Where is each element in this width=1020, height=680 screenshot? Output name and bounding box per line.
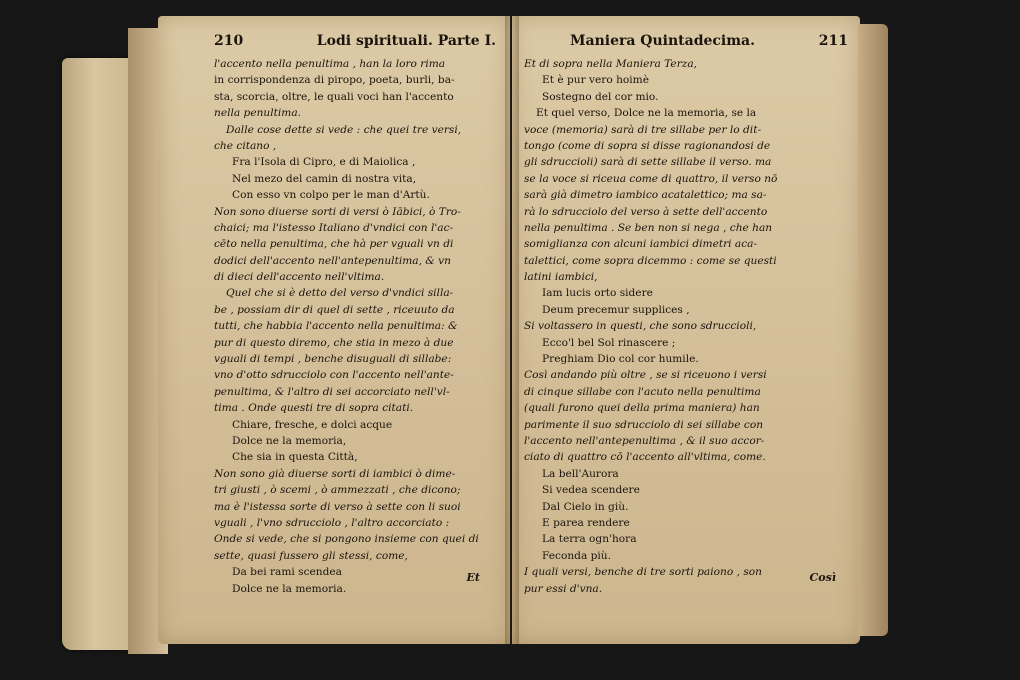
text-line: l'accento nell'antepenultima , & il suo accor- xyxy=(524,434,765,447)
page-number: 211 xyxy=(818,33,848,49)
left-page-text xyxy=(214,56,479,597)
text-line: nella penultima . Se ben non si nega , che han xyxy=(524,221,773,234)
text-line: l'accento nella penultima , han la loro rima xyxy=(214,58,446,70)
running-head: Lodi spirituali. Parte I. xyxy=(316,33,496,49)
text-line: Così andando più oltre , se si riceuono i versi xyxy=(524,369,767,382)
text-line: Et di sopra nella Maniera Terza, xyxy=(524,58,698,70)
text-line: pur di questo diremo, che stia in mezo à due xyxy=(214,336,454,349)
left-page xyxy=(158,16,510,644)
text-line: sarà già dimetro iambico acatalettico; ma sa- xyxy=(524,189,767,202)
verse-line: E parea rendere xyxy=(542,516,630,529)
text-line: voce (memoria) sarà di tre sillabe per lo dit- xyxy=(524,123,762,136)
text-line: se la voce si riceua come di quattro, il verso nō xyxy=(524,172,778,185)
page-number: 210 xyxy=(214,33,244,49)
verse-line: Nel mezo del camin di nostra vita, xyxy=(232,172,417,185)
text-line: Quel che si è detto del verso d'vndici silla- xyxy=(226,287,454,300)
text-line: sette, quasi fussero gli stessi, come, xyxy=(214,549,408,562)
text-line: tongo (come di sopra si disse ragionandosi de xyxy=(524,139,771,152)
left-page-header xyxy=(214,30,496,52)
text-line: be , possiam dir di quel di sette , riceuuto da xyxy=(214,303,455,316)
text-line: Non sono già diuerse sorti di iambici ò dime- xyxy=(214,467,456,480)
text-line: Et quel verso, Dolce ne la memoria, se la xyxy=(536,107,757,120)
right-page-text xyxy=(524,56,777,597)
verse-line: Preghiam Dio col cor humile. xyxy=(542,353,699,366)
right-page-header xyxy=(570,30,848,52)
text-line: latini iambici, xyxy=(524,271,598,284)
text-line: sta, scorcia, oltre, le quali voci han l'accento xyxy=(214,90,454,103)
verse-line: Iam lucis orto sidere xyxy=(542,287,653,300)
text-line: Onde si vede, che si pongono insieme con quei di xyxy=(214,533,479,546)
text-line: tutti, che habbia l'accento nella penultima: & xyxy=(214,320,458,333)
text-line: pur essi d'vna. xyxy=(524,582,603,595)
text-line: Non sono diuerse sorti di versi ò Iābici, ò Tro- xyxy=(214,205,461,218)
catchword: Così xyxy=(809,571,836,584)
verse-line: Da bei rami scendea xyxy=(232,566,342,579)
right-page-edges xyxy=(858,24,888,636)
verse-line: La terra ogn'hora xyxy=(542,533,637,546)
verse-line: Sostegno del cor mio. xyxy=(542,90,659,103)
verse-line: Con esso vn colpo per le man d'Artù. xyxy=(232,189,430,202)
text-line: rà lo sdrucciolo del verso à sette dell'accento xyxy=(524,205,768,218)
text-line: tri giusti , ò scemi , ò ammezzati , che dicono; xyxy=(214,484,461,497)
text-line: tima . Onde questi tre di sopra citati. xyxy=(214,402,414,415)
text-line: Si voltassero in questi, che sono sdruccioli, xyxy=(524,320,757,333)
verse-line: Deum precemur supplices , xyxy=(542,303,690,316)
text-line: di dieci dell'accento nell'vltima. xyxy=(214,271,385,284)
running-head: Maniera Quintadecima. xyxy=(570,33,756,49)
text-line: vguali di tempi , benche disuguali di sillabe: xyxy=(214,353,452,366)
verse-line: Che sia in questa Città, xyxy=(232,451,358,464)
text-line: dodici dell'accento nell'antepenultima, & vn xyxy=(214,254,451,267)
text-line: che citano , xyxy=(214,139,277,152)
verse-line: Dolce ne la memoria. xyxy=(232,582,347,595)
text-line: penultima, & l'altro di sei accorciato nell'vl- xyxy=(214,385,450,398)
text-line: di cinque sillabe con l'acuto nella penultima xyxy=(524,385,761,398)
verse-line: La bell'Aurora xyxy=(542,467,619,480)
verse-line: Feconda più. xyxy=(542,549,611,562)
text-line: (quali furono quei della prima maniera) han xyxy=(524,402,760,415)
text-line: gli sdruccioli) sarà di sette sillabe il verso. ma xyxy=(524,156,772,169)
text-line: parimente il suo sdrucciolo di sei sillabe con xyxy=(524,418,764,431)
verse-line: Si vedea scendere xyxy=(542,484,640,497)
text-line: vno d'otto sdrucciolo con l'accento nell'ante- xyxy=(214,369,454,382)
right-page xyxy=(512,16,860,644)
text-line: talettici, come sopra dicemmo : come se questi xyxy=(524,254,777,267)
text-line: nella penultima. xyxy=(214,107,302,120)
text-line: cēto nella penultima, che hà per vguali vn di xyxy=(214,238,454,251)
text-line: ciato di quattro cō l'accento all'vltima, come. xyxy=(524,451,766,464)
catchword: Et xyxy=(466,571,480,584)
verse-line: Ecco'l bel Sol rinascere ; xyxy=(542,336,676,349)
verse-line: Et è pur vero hoimè xyxy=(542,74,649,87)
verse-line: Dolce ne la memoria, xyxy=(232,434,347,447)
verse-line: Chiare, fresche, e dolci acque xyxy=(232,418,393,431)
text-line: somiglianza con alcuni iambici dimetri aca- xyxy=(524,238,758,251)
book-gutter xyxy=(505,16,519,644)
verse-line: Dal Cielo in giù. xyxy=(542,500,629,513)
text-line: chaici; ma l'istesso Italiano d'vndici con l'ac- xyxy=(214,221,454,234)
text-line: ma è l'istessa sorte di verso à sette con li suoi xyxy=(214,500,461,513)
verse-line: Fra l'Isola di Cipro, e di Maiolica , xyxy=(232,156,416,169)
text-line: I quali versi, benche di tre sorti paiono , son xyxy=(524,566,762,579)
text-line: Dalle cose dette si vede : che quei tre versi, xyxy=(226,123,462,136)
text-line: vguali , l'vno sdrucciolo , l'altro accorciato : xyxy=(214,516,450,529)
text-line: in corrispondenza di piropo, poeta, burli, ba- xyxy=(214,74,455,87)
